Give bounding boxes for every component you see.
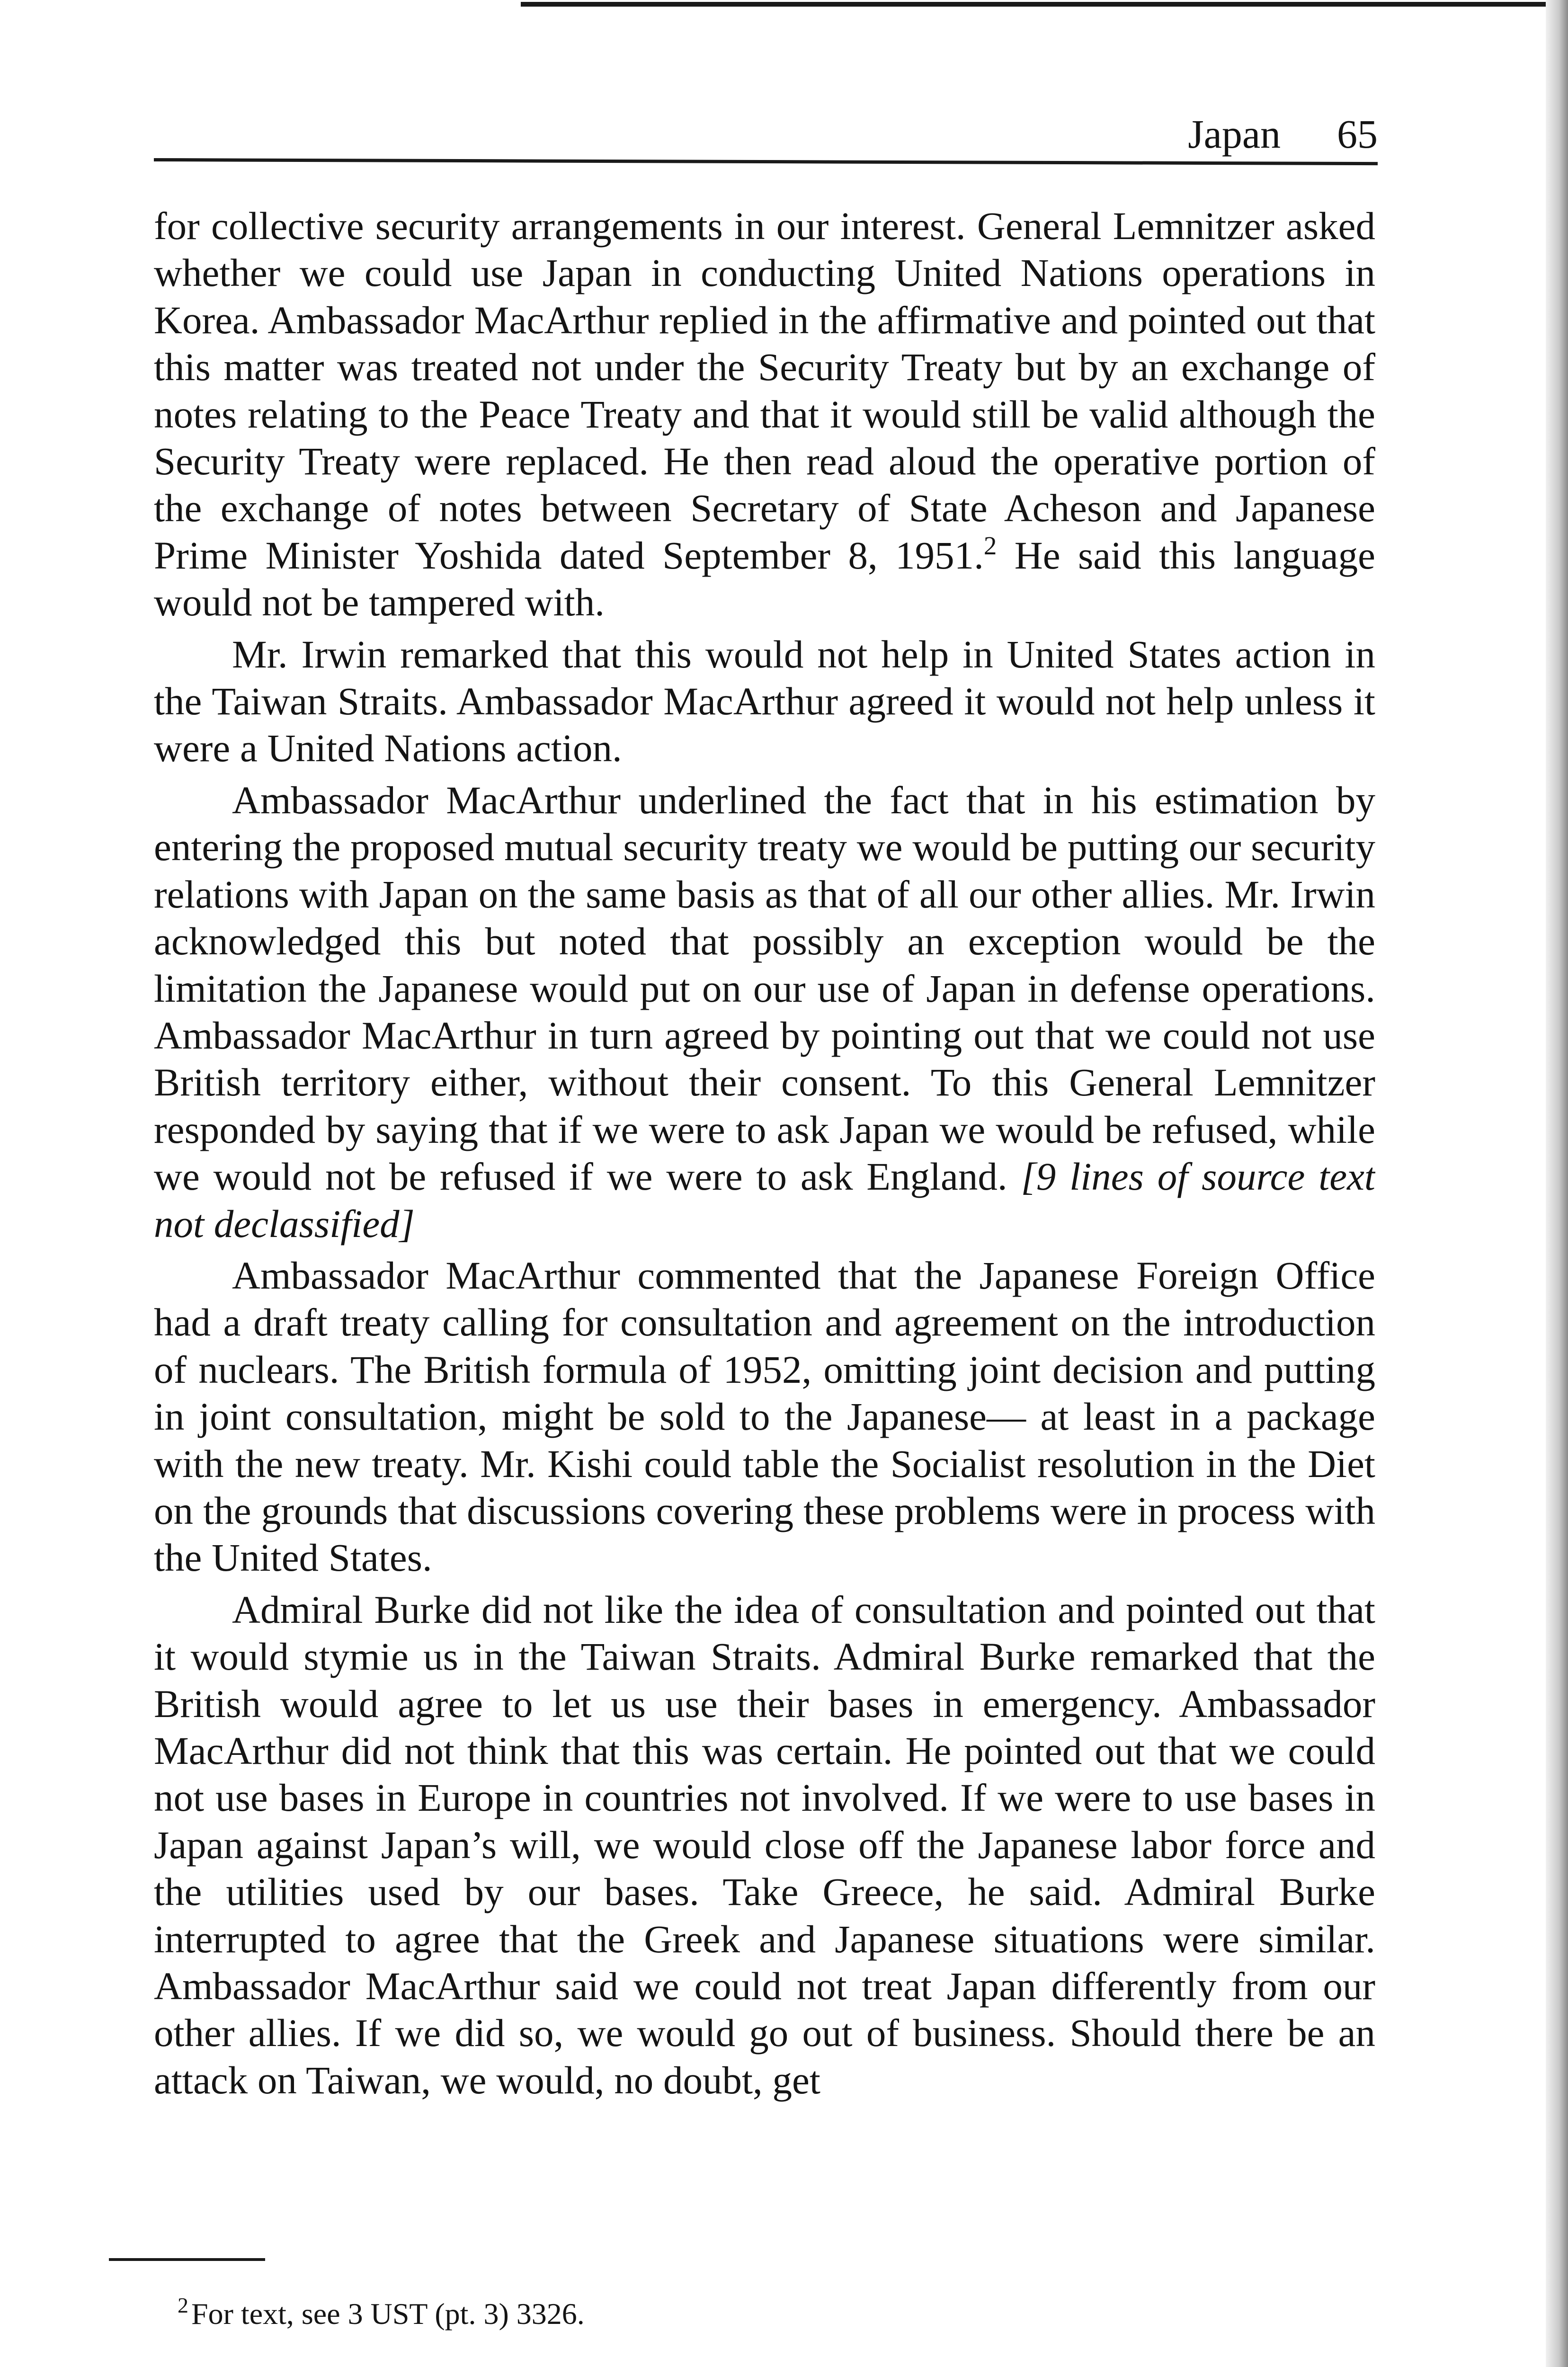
scan-right-edge	[1546, 0, 1568, 2367]
paragraph-1-continuation: He said this language would not be tampered with.	[154, 533, 1375, 624]
body-text	[154, 203, 1375, 2252]
footnote-rule	[109, 2258, 265, 2261]
paragraph-5: Admiral Burke did not like the idea of consultation and pointed out that it would stymie us in the Taiwan Straits. Admiral Burke remarked that the British would agree to let us use their bases in emergency. Ambassador MacArthur did not think that this was certain. He pointed out that we could not use bases in Europe in countries not involved. If we were to use bases in Japan against Japan’s will, we would close off the Japanese labor force and the utilities used by our bases. Take Greece, he said. Admiral Burke interrupted to agree that the Greek and Japanese situations were similar. Ambassador MacArthur said we could not treat Japan differently from our other allies. If we did so, we would go out of business. Should there be an attack on Taiwan, we would, no doubt, get	[154, 1587, 1375, 2102]
footnote-reference: 2	[983, 531, 997, 560]
footnote	[178, 2293, 585, 2332]
paragraph-2: Mr. Irwin remarked that this would not help in United States action in the Taiwan Straits. Ambassador MacArthur agreed it would not help unless it were a United Nations action.	[154, 632, 1375, 770]
paragraph-1-text: for collective security arrangements in our interest. General Lemnitzer asked whether we could use Japan in conducting United Nations operations in Korea. Ambassador MacArthur replied in the affirmative and pointed out that this matter was treated not under the Security Treaty but by an exchange of notes relating to the Peace Treaty and that it would still be valid although the Security Treaty were replaced. He then read aloud the operative portion of the exchange of notes between Secretary of State Acheson and Japanese Prime Minister Yoshida dated September 8, 1951.	[154, 204, 1375, 577]
paragraph-4: Ambassador MacArthur commented that the Japanese Foreign Office had a draft treaty calling for consultation and agreement on the introduction of nuclears. The British formula of 1952, omitting joint decision and putting in joint consultation, might be sold to the Japanese— at least in a package with the new treaty. Mr. Kishi could table the Socialist resolution in the Diet on the grounds that discussions covering these problems were in process with the United States.	[154, 1253, 1375, 1580]
footnote-number: 2	[178, 2293, 188, 2317]
paragraph-3-text: Ambassador MacArthur underlined the fact that in his estimation by entering the proposed mutual security treaty we would be putting our security relations with Japan on the same basis as that of all our other allies. Mr. Irwin acknowledged this but noted that possibly an exception would be the limitation the Japanese would put on our use of Japan in defense operations. Ambassador MacArthur in turn agreed by pointing out that we could not use British territory either, without their consent. To this General Lemnitzer responded by saying that if we were to ask Japan we would be refused, while we would not be refused if we were to ask England.	[154, 778, 1375, 1199]
paragraph-1	[154, 203, 1375, 626]
paragraph-3	[154, 777, 1375, 1247]
footnote-text: For text, see 3 UST (pt. 3) 3326.	[191, 2297, 585, 2331]
editorial-note-not-declassified: [9 lines of source text not declassified]	[154, 1155, 1375, 1246]
page-number: 65	[1337, 111, 1378, 157]
running-head-title: Japan	[1188, 111, 1281, 157]
scan-top-edge	[521, 2, 1568, 7]
running-head	[151, 111, 1378, 161]
